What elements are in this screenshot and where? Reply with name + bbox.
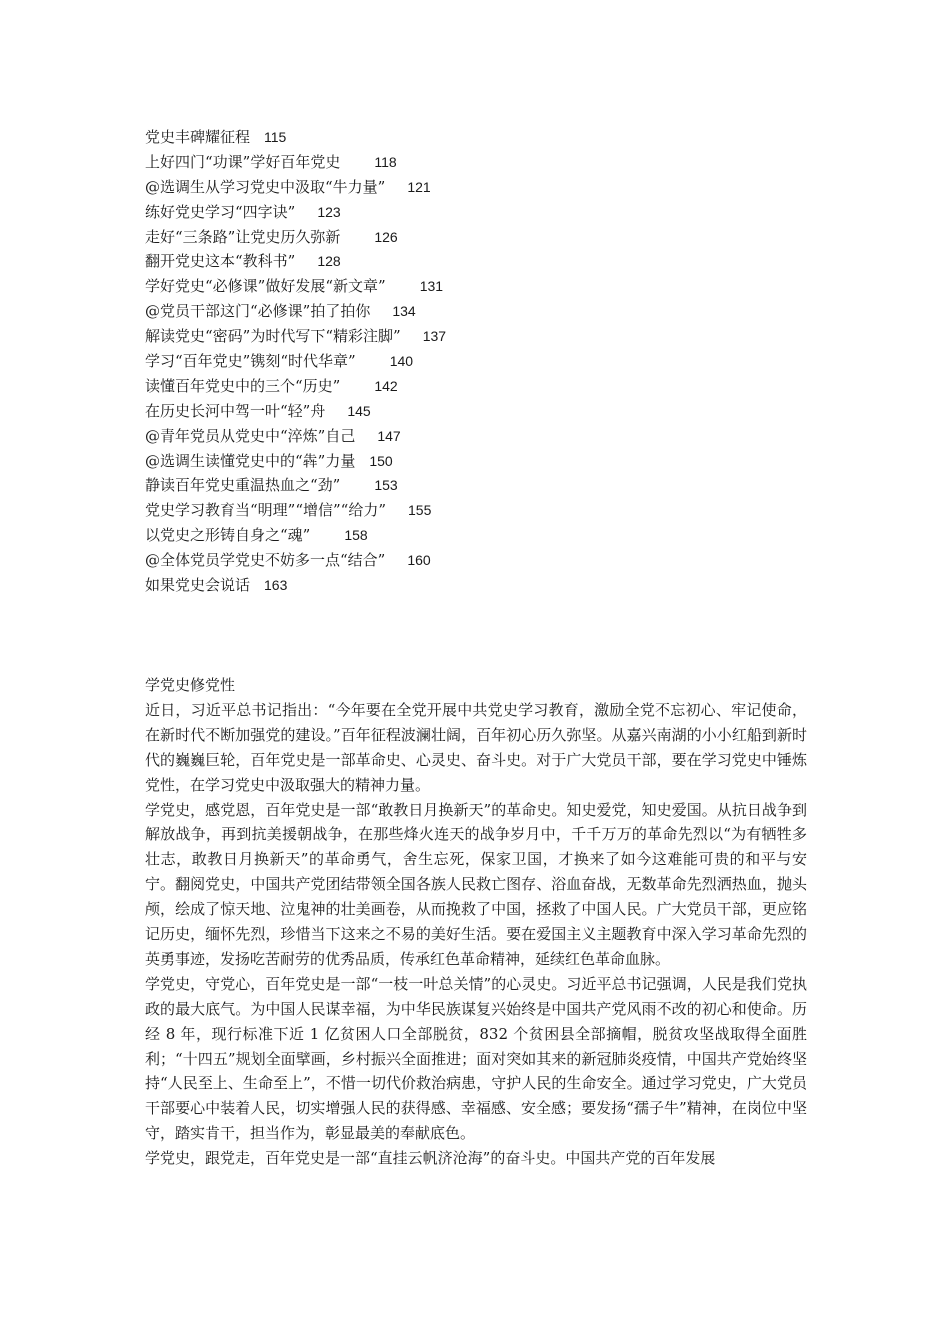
toc-entry xyxy=(145,324,805,349)
toc-entry-page: 118 xyxy=(374,153,397,170)
toc-entry-page: 134 xyxy=(392,303,416,320)
toc-entry-title: 以党史之形铸自身之“魂” xyxy=(145,526,311,545)
toc-entry xyxy=(145,249,805,274)
toc-entry-page: 126 xyxy=(374,228,398,245)
toc-entry-title: 翻开党史这本“教科书” xyxy=(145,252,296,271)
toc-entry-page: 137 xyxy=(422,328,447,345)
article-paragraph: 近日，习近平总书记指出：“今年要在全党开展中共党史学习教育，激励全党不忘初心、牢记使命，在新时代不断加强党的建设。”百年征程波澜壮阔，百年初心历久弥坚。从嘉兴南湖的小小红船到新时代的巍巍巨轮，百年党史是一部革命史、心灵史、奋斗史。对于广大党员干部，要在学习党史中锤炼党性，在学习党史中汲取强大的精神力量。 xyxy=(145,700,807,794)
article-paragraph: 学党史，感党恩，百年党史是一部“敢教日月换新天”的革命史。知史爱党，知史爱国。从抗日战争到解放战争，再到抗美援朝战争，在那些烽火连天的战争岁月中，千千万万的革命先烈以“为有牺牲多壮志，敢教日月换新天”的革命勇气，舍生忘死，保家卫国，才换来了如今这难能可贵的和平与安宁。翻阅党史，中国共产党团结带领全国各族人民救亡图存、浴血奋战，无数革命先烈洒热血，抛头颅，绘成了惊天地、泣鬼神的壮美画卷，从而挽救了中国，拯救了中国人民。广大党员干部，更应铭记历史，缅怀先烈，珍惜当下这来之不易的美好生活。要在爱国主义主题教育中深入学习革命先烈的英勇事迹，发扬吃苦耐劳的优秀品质，传承红色革命精神，延续红色革命血脉。 xyxy=(145,800,807,968)
toc-entry xyxy=(145,548,805,573)
toc-entry xyxy=(145,150,805,175)
article-paragraph: 学党史，跟党走，百年党史是一部“直挂云帆济沧海”的奋斗史。中国共产党的百年发展 xyxy=(145,1149,716,1168)
toc-entry xyxy=(145,349,805,374)
toc-entry-page: 163 xyxy=(264,577,288,594)
toc-entry-page: 160 xyxy=(407,552,431,569)
toc-entry-page: 145 xyxy=(347,402,371,419)
toc-entry xyxy=(145,374,805,399)
toc-entry xyxy=(145,399,805,424)
toc-entry-title: 学好党史“必修课”做好发展“新文章” xyxy=(145,277,386,296)
toc-entry-title: @青年党员从党史中“淬炼”自己 xyxy=(145,426,356,445)
article-title: 学党史修党性 xyxy=(145,676,236,694)
toc-entry-title: 解读党史“密码”为时代写下“精彩注脚” xyxy=(145,327,401,346)
toc-entry xyxy=(145,573,805,598)
toc-entry-page: 121 xyxy=(407,178,431,195)
article-paragraph: 学党史，守党心，百年党史是一部“一枝一叶总关情”的心灵史。习近平总书记强调，人民是我们党执政的最大底气。为中国人民谋幸福，为中华民族谋复兴始终是中国共产党风雨不改的初心和使命。历经 8 年，现行标准下近 1 亿贫困人口全部脱贫，832 个贫困县全部摘帽，脱贫攻坚战取得全面胜利；“十四五”规划全面擘画，乡村振兴全面推进；面对突如其来的新冠肺炎疫情，中国共产党始终坚持“人民至上、生命至上”，不惜一切代价救治病患，守护人民的生命安全。通过学习党史，广大党员干部要心中装着人民，切实增强人民的获得感、幸福感、安全感；要发扬“孺子牛”精神，在岗位中坚守，踏实肯干，担当作为，彰显最美的奉献底色。 xyxy=(145,974,807,1143)
toc-entry-title: 走好“三条路”让党史历久弥新 xyxy=(145,227,341,246)
toc-entry-page: 153 xyxy=(374,477,398,494)
toc-entry-title: 静读百年党史重温热血之“劲” xyxy=(145,476,341,495)
toc-entry-page: 155 xyxy=(408,502,432,519)
toc-entry-title: @党员干部这门“必修课”拍了拍你 xyxy=(145,302,371,321)
toc-entry-title: @选调生读懂党史中的“犇”力量 xyxy=(145,451,356,470)
toc-entry-title: 如果党史会说话 xyxy=(145,576,251,595)
toc-entry-page: 140 xyxy=(389,353,414,370)
toc-entry xyxy=(145,200,805,225)
toc-entry-page: 147 xyxy=(377,427,401,444)
toc-entry-title: 学习“百年党史”镌刻“时代华章” xyxy=(145,352,356,371)
toc-entry xyxy=(145,473,805,498)
toc-entry xyxy=(145,274,805,299)
toc-entry xyxy=(145,449,805,474)
toc-entry xyxy=(145,299,805,324)
toc-entry-page: 128 xyxy=(317,253,341,270)
toc-entry-title: @全体党员学党史不妨多一点“结合” xyxy=(145,551,386,570)
toc-entry-page: 115 xyxy=(264,129,287,145)
toc-entry xyxy=(145,225,805,250)
toc-entry-title: 在历史长河中驾一叶“轻”舟 xyxy=(145,401,326,420)
toc-entry-title: @选调生从学习党史中汲取“牛力量” xyxy=(145,177,386,196)
toc-entry-page: 158 xyxy=(344,527,368,544)
toc-entry-title: 党史学习教育当“明理”“增信”“给力” xyxy=(145,501,387,520)
table-of-contents xyxy=(145,125,805,598)
toc-entry-page: 142 xyxy=(374,377,398,394)
toc-entry-title: 上好四门“功课”学好百年党史 xyxy=(145,152,341,171)
toc-entry xyxy=(145,125,805,150)
toc-entry-page: 123 xyxy=(317,203,341,220)
toc-entry-title: 党史丰碑耀征程 xyxy=(145,128,251,146)
toc-entry-page: 131 xyxy=(419,278,444,295)
toc-entry xyxy=(145,523,805,548)
toc-entry-title: 练好党史学习“四字诀” xyxy=(145,202,296,221)
toc-entry xyxy=(145,498,805,523)
toc-entry xyxy=(145,424,805,449)
toc-entry-title: 读懂百年党史中的三个“历史” xyxy=(145,376,341,395)
toc-entry xyxy=(145,175,805,200)
toc-entry-page: 150 xyxy=(369,452,393,469)
article xyxy=(145,673,807,1171)
